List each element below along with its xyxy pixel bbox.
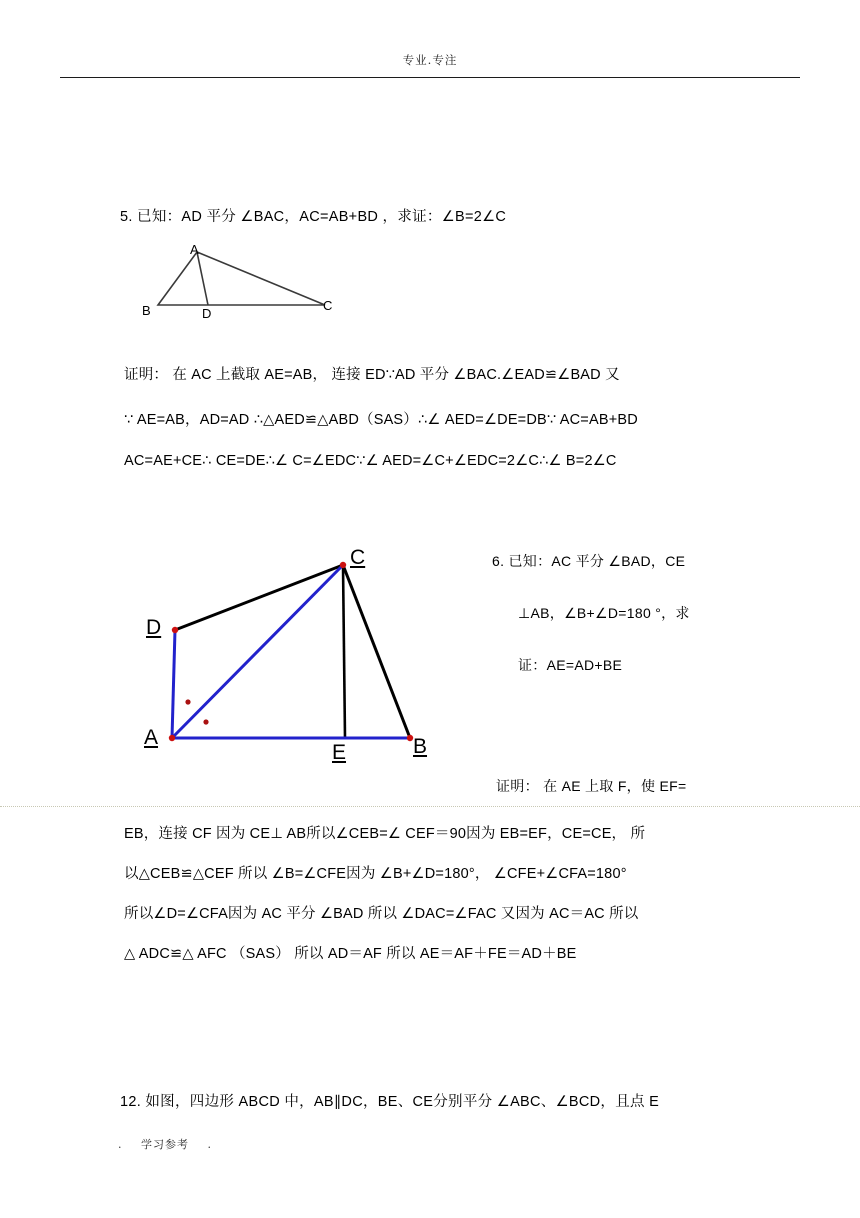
figure-triangle-label-b: B bbox=[142, 303, 151, 318]
problem-6-proof-line-2: 以△CEB≌△CEF 所以 ∠B=∠CFE因为 ∠B+∠D=180°， ∠CFE+∠CFA=180° bbox=[124, 866, 627, 882]
footer-left-dot: . bbox=[118, 1138, 123, 1151]
page-header-text: 专业.专注 bbox=[402, 53, 458, 67]
problem-6-proof-line-4: △ ADC≌△ AFC （SAS） 所以 AD＝AF 所以 AE＝AF＋FE＝AD＋BE bbox=[124, 946, 577, 962]
figure-quadrilateral-abcd bbox=[110, 540, 460, 790]
footer-text: 学习参考 bbox=[141, 1138, 189, 1151]
scan-artifact-divider bbox=[0, 806, 860, 807]
footer-right-dot: . bbox=[207, 1138, 212, 1151]
figure-quad-label-b: B bbox=[413, 735, 428, 758]
problem-6-title-line-3: 证：AE=AD+BE bbox=[518, 657, 623, 673]
problem-5-proof-line-2: ∵ AE=AB，AD=AD ∴△AED≌△ABD（SAS）∴∠ AED=∠DE=DB∵ AC=AB+BD bbox=[124, 412, 638, 428]
header-divider bbox=[60, 77, 800, 78]
problem-5-proof-line-1: 证明： 在 AC 上截取 AE=AB， 连接 ED∵AD 平分 ∠BAC.∠EAD≌∠BAD 又 bbox=[124, 367, 620, 383]
problem-5-proof-line-3: AC=AE+CE∴ CE=DE∴∠ C=∠EDC∵∠ AED=∠C+∠EDC=2∠C∴∠ B=2∠C bbox=[124, 453, 617, 469]
problem-6-title-line-1: 6. 已知：AC 平分 ∠BAD，CE bbox=[492, 553, 686, 569]
figure-triangle-label-d: D bbox=[202, 306, 212, 321]
figure-quad-label-c: C bbox=[350, 546, 366, 569]
problem-6-proof-line-1: EB，连接 CF 因为 CE⊥ AB所以∠CEB=∠ CEF＝90因为 EB=EF，CE=CE， 所 bbox=[124, 826, 646, 842]
figure-quad-label-d: D bbox=[146, 616, 162, 639]
page-footer bbox=[118, 1136, 212, 1152]
figure-triangle-label-a: A bbox=[190, 242, 199, 257]
problem-6-proof-line-0: 证明： 在 AE 上取 F，使 EF= bbox=[496, 778, 687, 794]
figure-quad-label-a: A bbox=[144, 726, 159, 749]
figure-triangle-label-c: C bbox=[323, 298, 333, 313]
problem-12-title: 12. 如图，四边形 ABCD 中，AB∥DC，BE、CE分别平分 ∠ABC、∠BCD，且点 E bbox=[120, 1094, 660, 1110]
problem-5-title: 5. 已知：AD 平分 ∠BAC，AC=AB+BD ，求证：∠B=2∠C bbox=[120, 209, 507, 225]
figure-quad-label-e: E bbox=[332, 741, 347, 764]
problem-6-proof-line-3: 所以∠D=∠CFA因为 AC 平分 ∠BAD 所以 ∠DAC=∠FAC 又因为 AC＝AC 所以 bbox=[124, 906, 639, 922]
figure-triangle-abc bbox=[130, 238, 360, 328]
problem-6-title-line-2: ⊥AB，∠B+∠D=180 °，求 bbox=[518, 605, 690, 621]
